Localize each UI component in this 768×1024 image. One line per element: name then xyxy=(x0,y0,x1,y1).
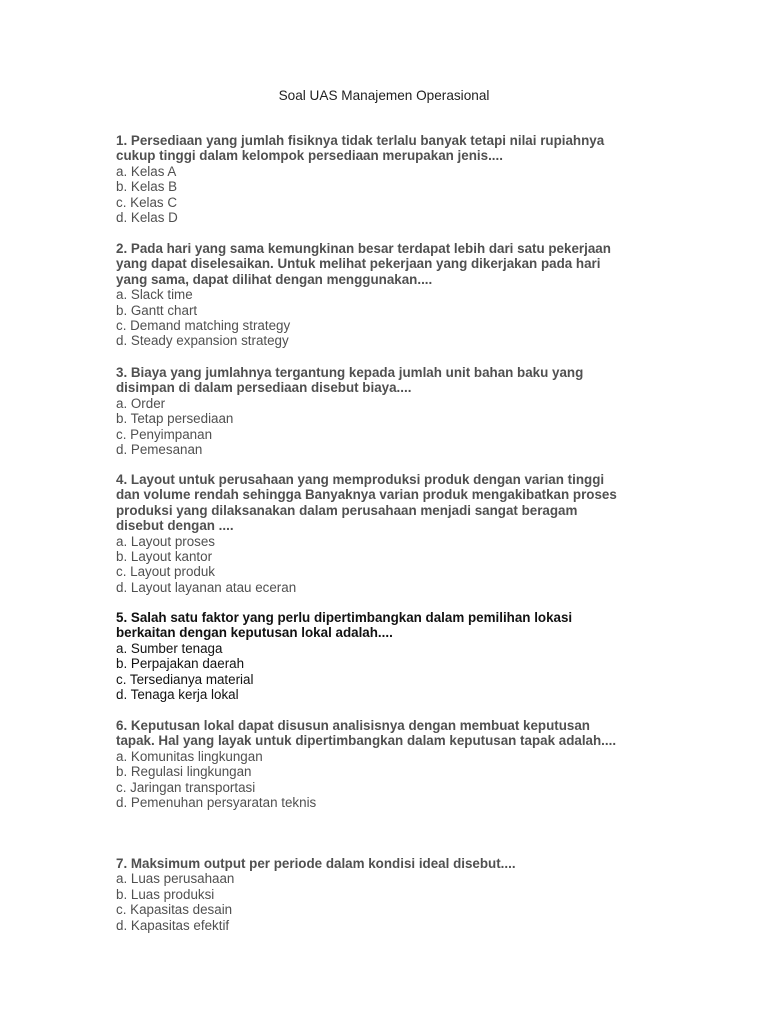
option-d: d. Pemesanan xyxy=(116,442,203,458)
option-a: a. Layout proses xyxy=(116,533,216,549)
question-line: yang dapat diselesaikan. Untuk melihat pekerjaan yang dikerjakan pada hari xyxy=(116,256,601,272)
option-b: b. Luas produksi xyxy=(116,886,215,902)
question-line: berkaitan dengan keputusan lokal adalah.... xyxy=(116,625,393,641)
question-line: produksi yang dilaksanakan dalam perusahaan menjadi sangat beragam xyxy=(116,502,578,518)
question-text xyxy=(116,472,676,534)
document-title: Soal UAS Manajemen Operasional xyxy=(278,88,490,103)
question-line: dan volume rendah sehingga Banyaknya varian produk mengakibatkan proses xyxy=(116,487,617,503)
question-text xyxy=(116,856,676,871)
question-6 xyxy=(116,718,676,810)
option-c: c. Kapasitas desain xyxy=(116,902,233,918)
option-a: a. Slack time xyxy=(116,287,193,303)
option-a: a. Order xyxy=(116,395,166,411)
option-c: c. Demand matching strategy xyxy=(116,318,291,334)
option-d: d. Kelas D xyxy=(116,210,178,226)
option-c: c. Jaringan transportasi xyxy=(116,779,256,795)
question-1 xyxy=(116,133,676,225)
option-d: d. Tenaga kerja lokal xyxy=(116,687,239,703)
question-text xyxy=(116,133,676,164)
option-c: c. Kelas C xyxy=(116,194,178,210)
question-line: disimpan di dalam persediaan disebut biaya.... xyxy=(116,380,412,396)
option-b: b. Kelas B xyxy=(116,179,178,195)
option-a: a. Komunitas lingkungan xyxy=(116,748,263,764)
option-d: d. Layout layanan atau eceran xyxy=(116,579,297,595)
question-line: 3. Biaya yang jumlahnya tergantung kepada jumlah unit bahan baku yang xyxy=(116,365,584,380)
question-text xyxy=(116,241,676,287)
option-b: b. Gantt chart xyxy=(116,302,198,318)
question-4 xyxy=(116,472,676,595)
option-b: b. Perpajakan daerah xyxy=(116,656,245,672)
option-a: a. Kelas A xyxy=(116,163,177,179)
question-line: disebut dengan .... xyxy=(116,518,234,534)
question-5 xyxy=(116,610,676,702)
option-c: c. Tersedianya material xyxy=(116,671,254,687)
question-line: 7. Maksimum output per periode dalam kondisi ideal disebut.... xyxy=(116,856,516,871)
question-3 xyxy=(116,365,676,457)
option-d: d. Pemenuhan persyaratan teknis xyxy=(116,795,317,811)
question-line: 5. Salah satu faktor yang perlu dipertimbangkan dalam pemilihan lokasi xyxy=(116,610,573,625)
question-text xyxy=(116,718,676,749)
question-line: 6. Keputusan lokal dapat disusun analisisnya dengan membuat keputusan xyxy=(116,718,590,733)
option-b: b. Layout kantor xyxy=(116,549,213,565)
option-d: d. Kapasitas efektif xyxy=(116,917,230,933)
option-a: a. Luas perusahaan xyxy=(116,871,235,887)
question-text xyxy=(116,610,676,641)
question-line: tapak. Hal yang layak untuk dipertimbangkan dalam keputusan tapak adalah.... xyxy=(116,733,617,749)
option-b: b. Tetap persediaan xyxy=(116,411,234,427)
question-line: 1. Persediaan yang jumlah fisiknya tidak terlalu banyak tetapi nilai rupiahnya xyxy=(116,133,605,148)
question-line: 2. Pada hari yang sama kemungkinan besar terdapat lebih dari satu pekerjaan xyxy=(116,241,611,256)
question-line: yang sama, dapat dilihat dengan menggunakan.... xyxy=(116,271,433,287)
option-a: a. Sumber tenaga xyxy=(116,640,223,656)
option-c: c. Layout produk xyxy=(116,564,216,580)
question-line: 4. Layout untuk perusahaan yang memproduksi produk dengan varian tinggi xyxy=(116,472,605,487)
question-line: cukup tinggi dalam kelompok persediaan merupakan jenis.... xyxy=(116,148,503,164)
question-7 xyxy=(116,856,676,933)
option-c: c. Penyimpanan xyxy=(116,426,213,442)
question-2 xyxy=(116,241,676,349)
option-d: d. Steady expansion strategy xyxy=(116,333,289,349)
question-text xyxy=(116,365,676,396)
option-b: b. Regulasi lingkungan xyxy=(116,764,252,780)
